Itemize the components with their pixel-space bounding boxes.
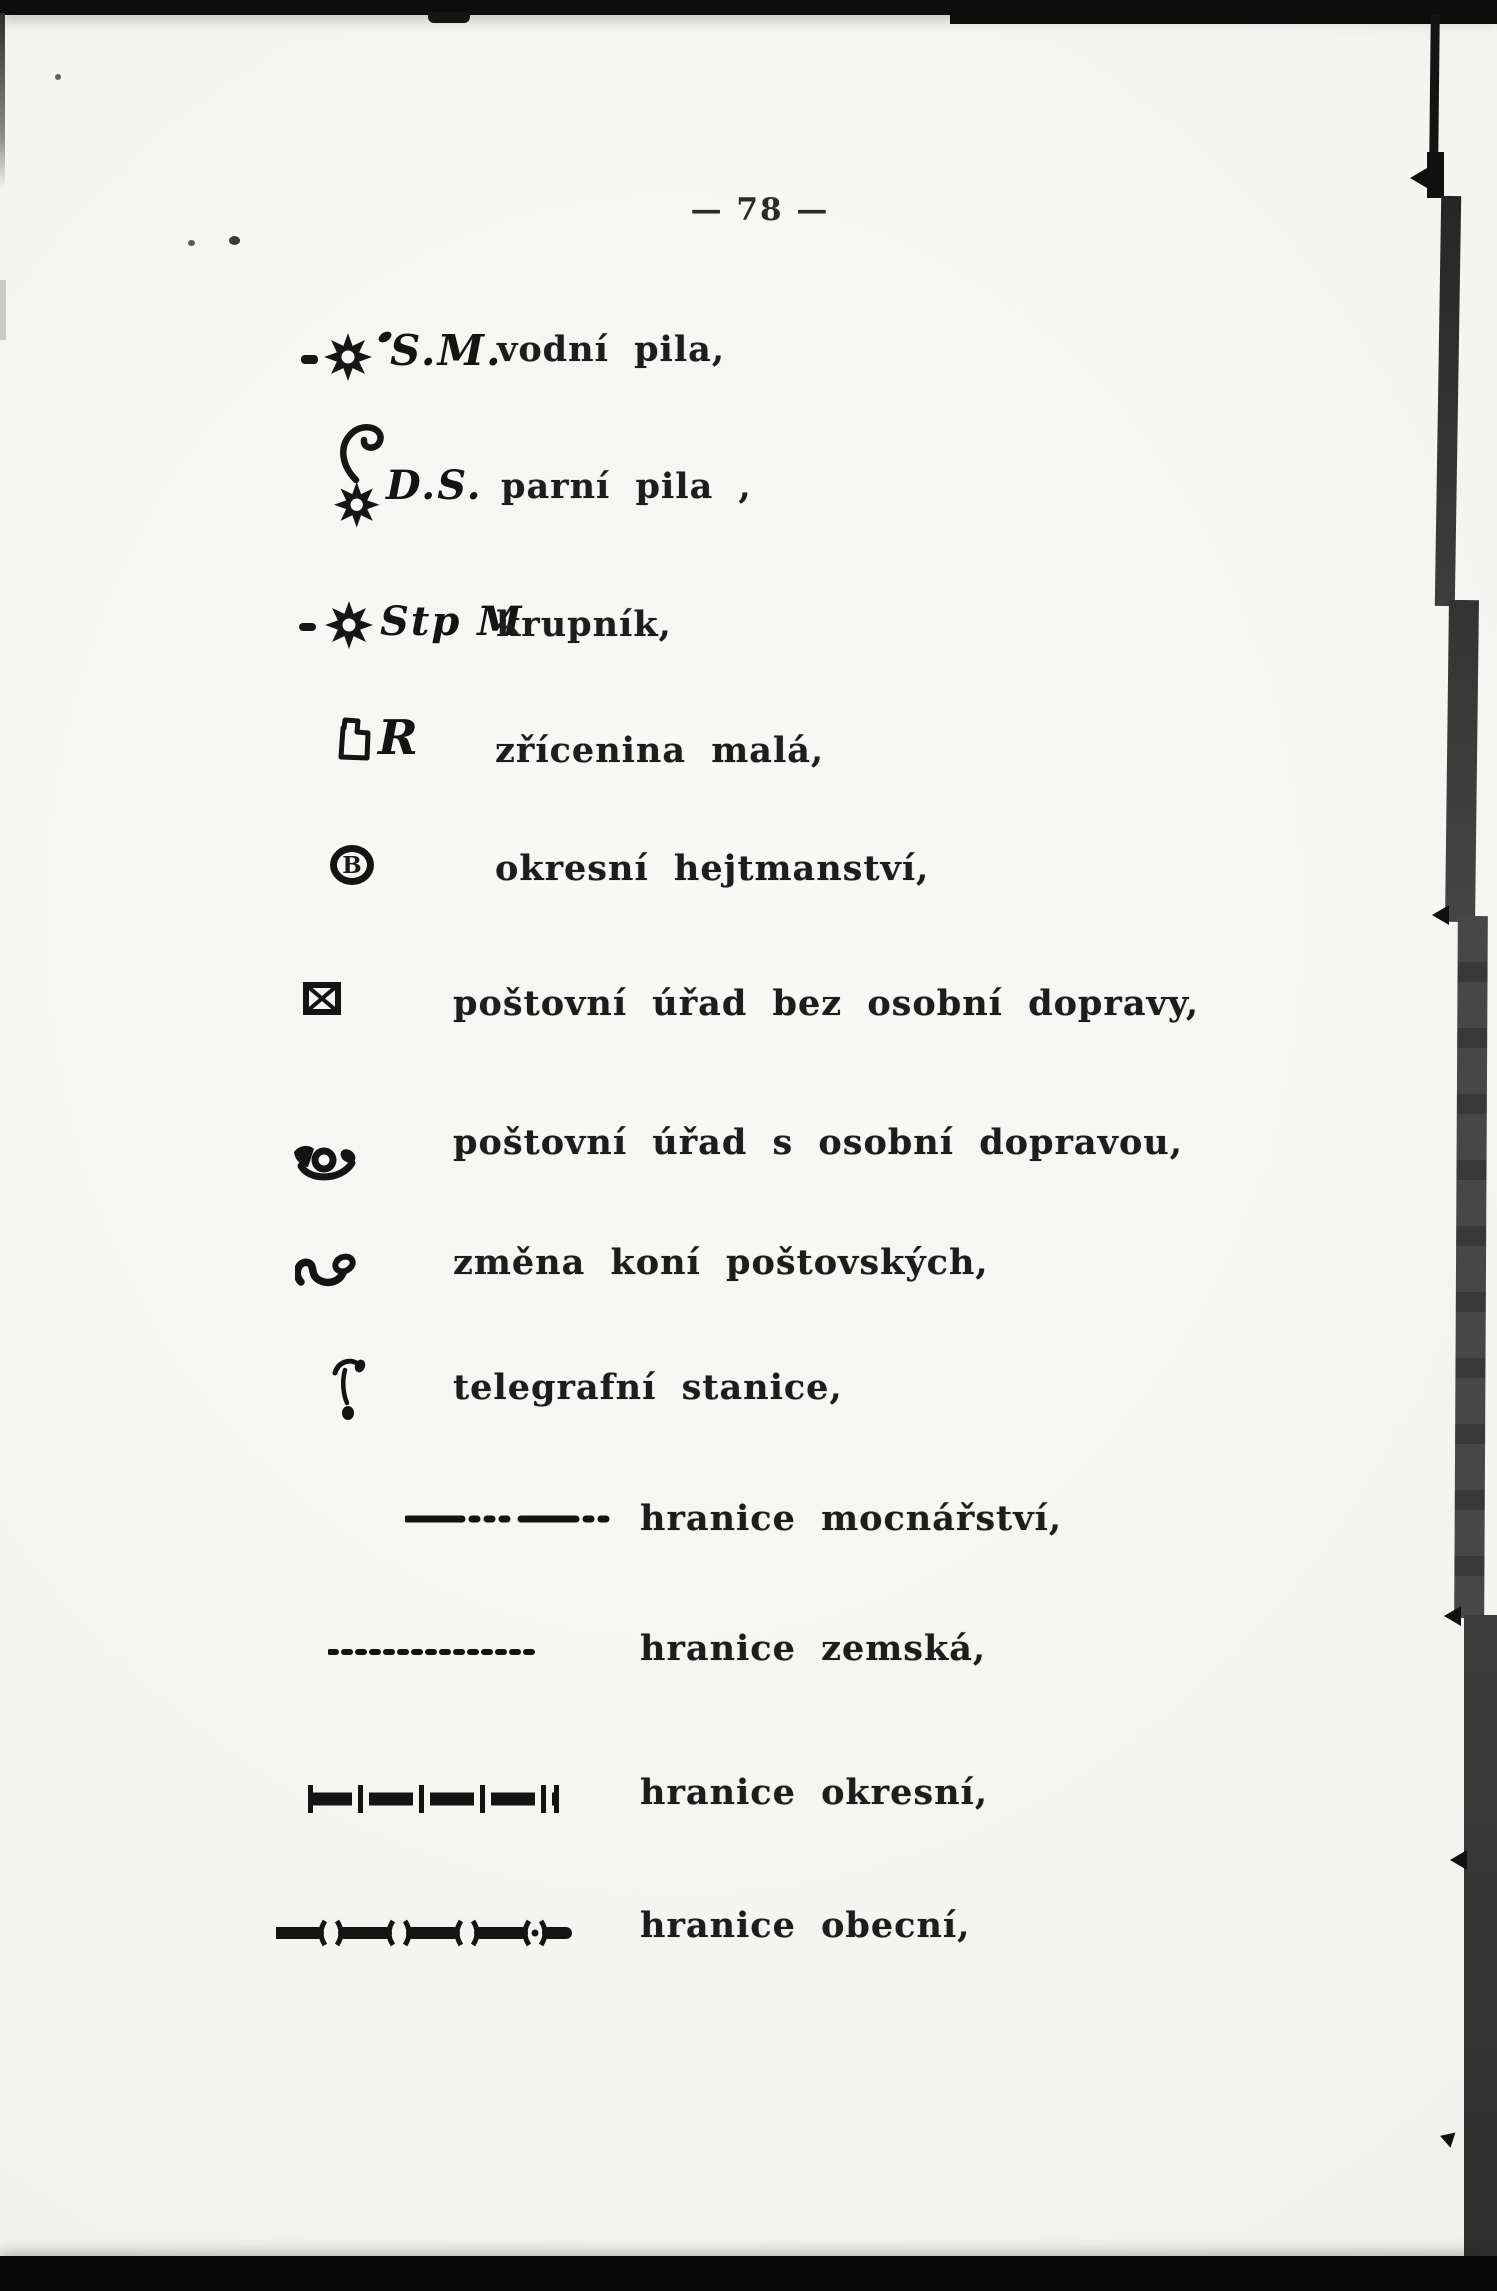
scan-edge-left-smudge (0, 280, 6, 340)
scan-binding-arrow (1444, 1606, 1461, 1626)
post-office-no-passenger-icon (302, 980, 344, 1022)
small-ruin-icon (334, 716, 378, 768)
small-ruin-abbr: R (378, 710, 420, 766)
ink-speck (188, 240, 195, 246)
grist-mill-icon (299, 598, 379, 656)
scan-binding-arrow (1410, 168, 1427, 188)
scan-binding-segment (1427, 152, 1444, 198)
legend-label-vodni-pila: vodní pila, (497, 329, 726, 370)
scan-binding-segment (1435, 196, 1461, 606)
scan-binding-arrow (1438, 2128, 1456, 2147)
page-number: — 78 — (690, 192, 830, 228)
legend-label-hranice-okresni: hranice okresní, (640, 1772, 989, 1813)
district-border-line (308, 1782, 560, 1820)
ink-speck (229, 236, 240, 245)
grist-mill-abbr: Stp M (380, 598, 524, 645)
scan-edge-bottom (0, 2256, 1497, 2291)
water-sawmill-abbr: S.M. (390, 326, 503, 375)
scan-binding-segment (1445, 600, 1479, 922)
legend-label-krupnik: krupník, (496, 604, 672, 645)
legend-label-posta-bez: poštovní úřad bez osobní dopravy, (453, 983, 1200, 1024)
scan-binding-arrow (1450, 1850, 1467, 1870)
ink-speck (55, 74, 61, 80)
legend-label-posta-s: poštovní úřad s osobní dopravou, (453, 1122, 1183, 1163)
provincial-border-line (328, 1640, 536, 1668)
scan-binding-arrow (1432, 905, 1449, 925)
post-office-passenger-icon (293, 1136, 359, 1190)
scan-binding-segment (1464, 1615, 1497, 2263)
telegraph-station-icon (330, 1356, 370, 1428)
scan-edge-top-right (950, 0, 1497, 24)
legend-label-zricenina: zřícenina malá, (495, 730, 825, 771)
scan-binding-segment (1454, 916, 1488, 1618)
water-sawmill-icon (301, 328, 397, 390)
legend-label-hejtmanstvi: okresní hejtmanství, (495, 848, 930, 889)
legend-label-parni-pila: parní pila , (501, 466, 752, 507)
legend-label-hranice-zemska: hranice zemská, (640, 1628, 987, 1669)
district-office-icon (330, 845, 374, 885)
post-horse-change-icon (295, 1250, 357, 1300)
legend-label-hranice-mocnarstvi: hranice mocnářství, (640, 1498, 1063, 1539)
legend-label-zmena-koni: změna koní poštovských, (453, 1242, 989, 1283)
monarchy-border-line (405, 1505, 615, 1537)
scan-binding-line (1429, 14, 1440, 160)
legend-label-hranice-obecni: hranice obecní, (640, 1905, 971, 1946)
district-office-abbr: B (342, 851, 362, 879)
scan-edge-notch (428, 12, 470, 23)
scan-edge-left (0, 13, 5, 188)
legend-label-telegraf: telegrafní stanice, (453, 1367, 843, 1408)
municipal-border-line (276, 1915, 572, 1955)
steam-sawmill-abbr: D.S. (386, 462, 483, 509)
